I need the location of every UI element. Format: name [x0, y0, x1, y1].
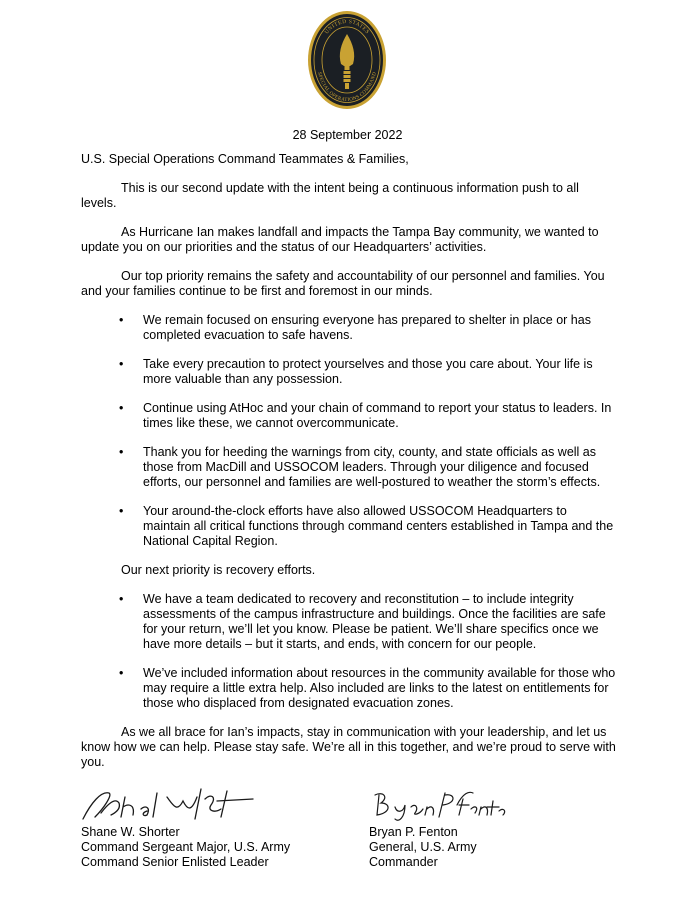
signer-title-right: General, U.S. Army	[369, 840, 477, 854]
priority-list	[81, 313, 616, 549]
signer-name-right: Bryan P. Fenton	[369, 825, 458, 839]
signer-role-right: Commander	[369, 855, 438, 869]
list-item: • Take every precaution to protect yourselves and those you care about. Your life is more valuable than any possession.	[119, 357, 593, 386]
paragraph-1: This is our second update with the intent being a continuous information push to all levels.	[81, 181, 579, 210]
signer-role-left: Command Senior Enlisted Leader	[81, 855, 269, 869]
list-item: • We’ve included information about resources in the community available for those who may require a little extra help. Also included are links to the latest on entitlements for those who displaced from designated evacuation zones.	[119, 666, 616, 710]
paragraph-2: As Hurricane Ian makes landfall and impacts the Tampa Bay community, we wanted to update you on our priorities and the status of our Headquarters’ activities.	[81, 225, 599, 254]
paragraph-4: Our next priority is recovery efforts.	[121, 563, 316, 577]
paragraph-5: As we all brace for Ian’s impacts, stay in communication with your leadership, and let us know how we can help. Please stay safe. We’re all in this together, and we’re proud to serve with you.	[81, 725, 616, 769]
svg-text:SPECIAL OPERATIONS COMMAND: SPECIAL OPERATIONS COMMAND	[316, 71, 378, 104]
signer-name-left: Shane W. Shorter	[81, 825, 180, 839]
recovery-list	[81, 592, 616, 711]
salutation: U.S. Special Operations Command Teammates & Families,	[81, 152, 409, 166]
signature-shorter-icon	[81, 783, 261, 825]
bullet-icon: •	[119, 357, 124, 371]
signature-block-left	[81, 783, 290, 870]
signer-title-left: Command Sergeant Major, U.S. Army	[81, 840, 291, 854]
bullet-icon: •	[119, 666, 124, 680]
letter-body	[81, 152, 616, 784]
list-item: • Continue using AtHoc and your chain of command to report your status to leaders. In times like these, we cannot overcommunicate.	[119, 401, 612, 430]
ussocom-seal-icon	[307, 10, 387, 110]
bullet-icon: •	[119, 313, 124, 327]
signature-fenton-icon	[369, 783, 509, 825]
letter-date: 28 September 2022	[292, 128, 403, 142]
svg-text:UNITED STATES: UNITED STATES	[323, 18, 371, 36]
bullet-icon: •	[119, 504, 124, 518]
list-item: • We remain focused on ensuring everyone has prepared to shelter in place or has completed evacuation to safe havens.	[119, 313, 591, 342]
bullet-icon: •	[119, 401, 124, 415]
signature-block-right	[369, 783, 509, 870]
list-item: • We have a team dedicated to recovery and reconstitution – to include integrity assessments of the campus infrastructure and buildings. Once the facilities are safe for your return, we’ll let you know. Please be patient. We’ll share specifics once we have more details – but it starts, and ends, with concern for our people.	[119, 592, 606, 651]
paragraph-3: Our top priority remains the safety and accountability of our personnel and families. You and your families continue to be first and foremost in our minds.	[81, 269, 605, 298]
list-item: • Thank you for heeding the warnings from city, county, and state officials as well as those from MacDill and USSOCOM leaders. Through your diligence and focused efforts, our personnel and families are well-postured to weather the storm’s effects.	[119, 445, 601, 489]
bullet-icon: •	[119, 445, 124, 459]
list-item: • Your around-the-clock efforts have also allowed USSOCOM Headquarters to maintain all critical functions through command centers established in Tampa and the National Capital Region.	[119, 504, 614, 548]
bullet-icon: •	[119, 592, 124, 606]
